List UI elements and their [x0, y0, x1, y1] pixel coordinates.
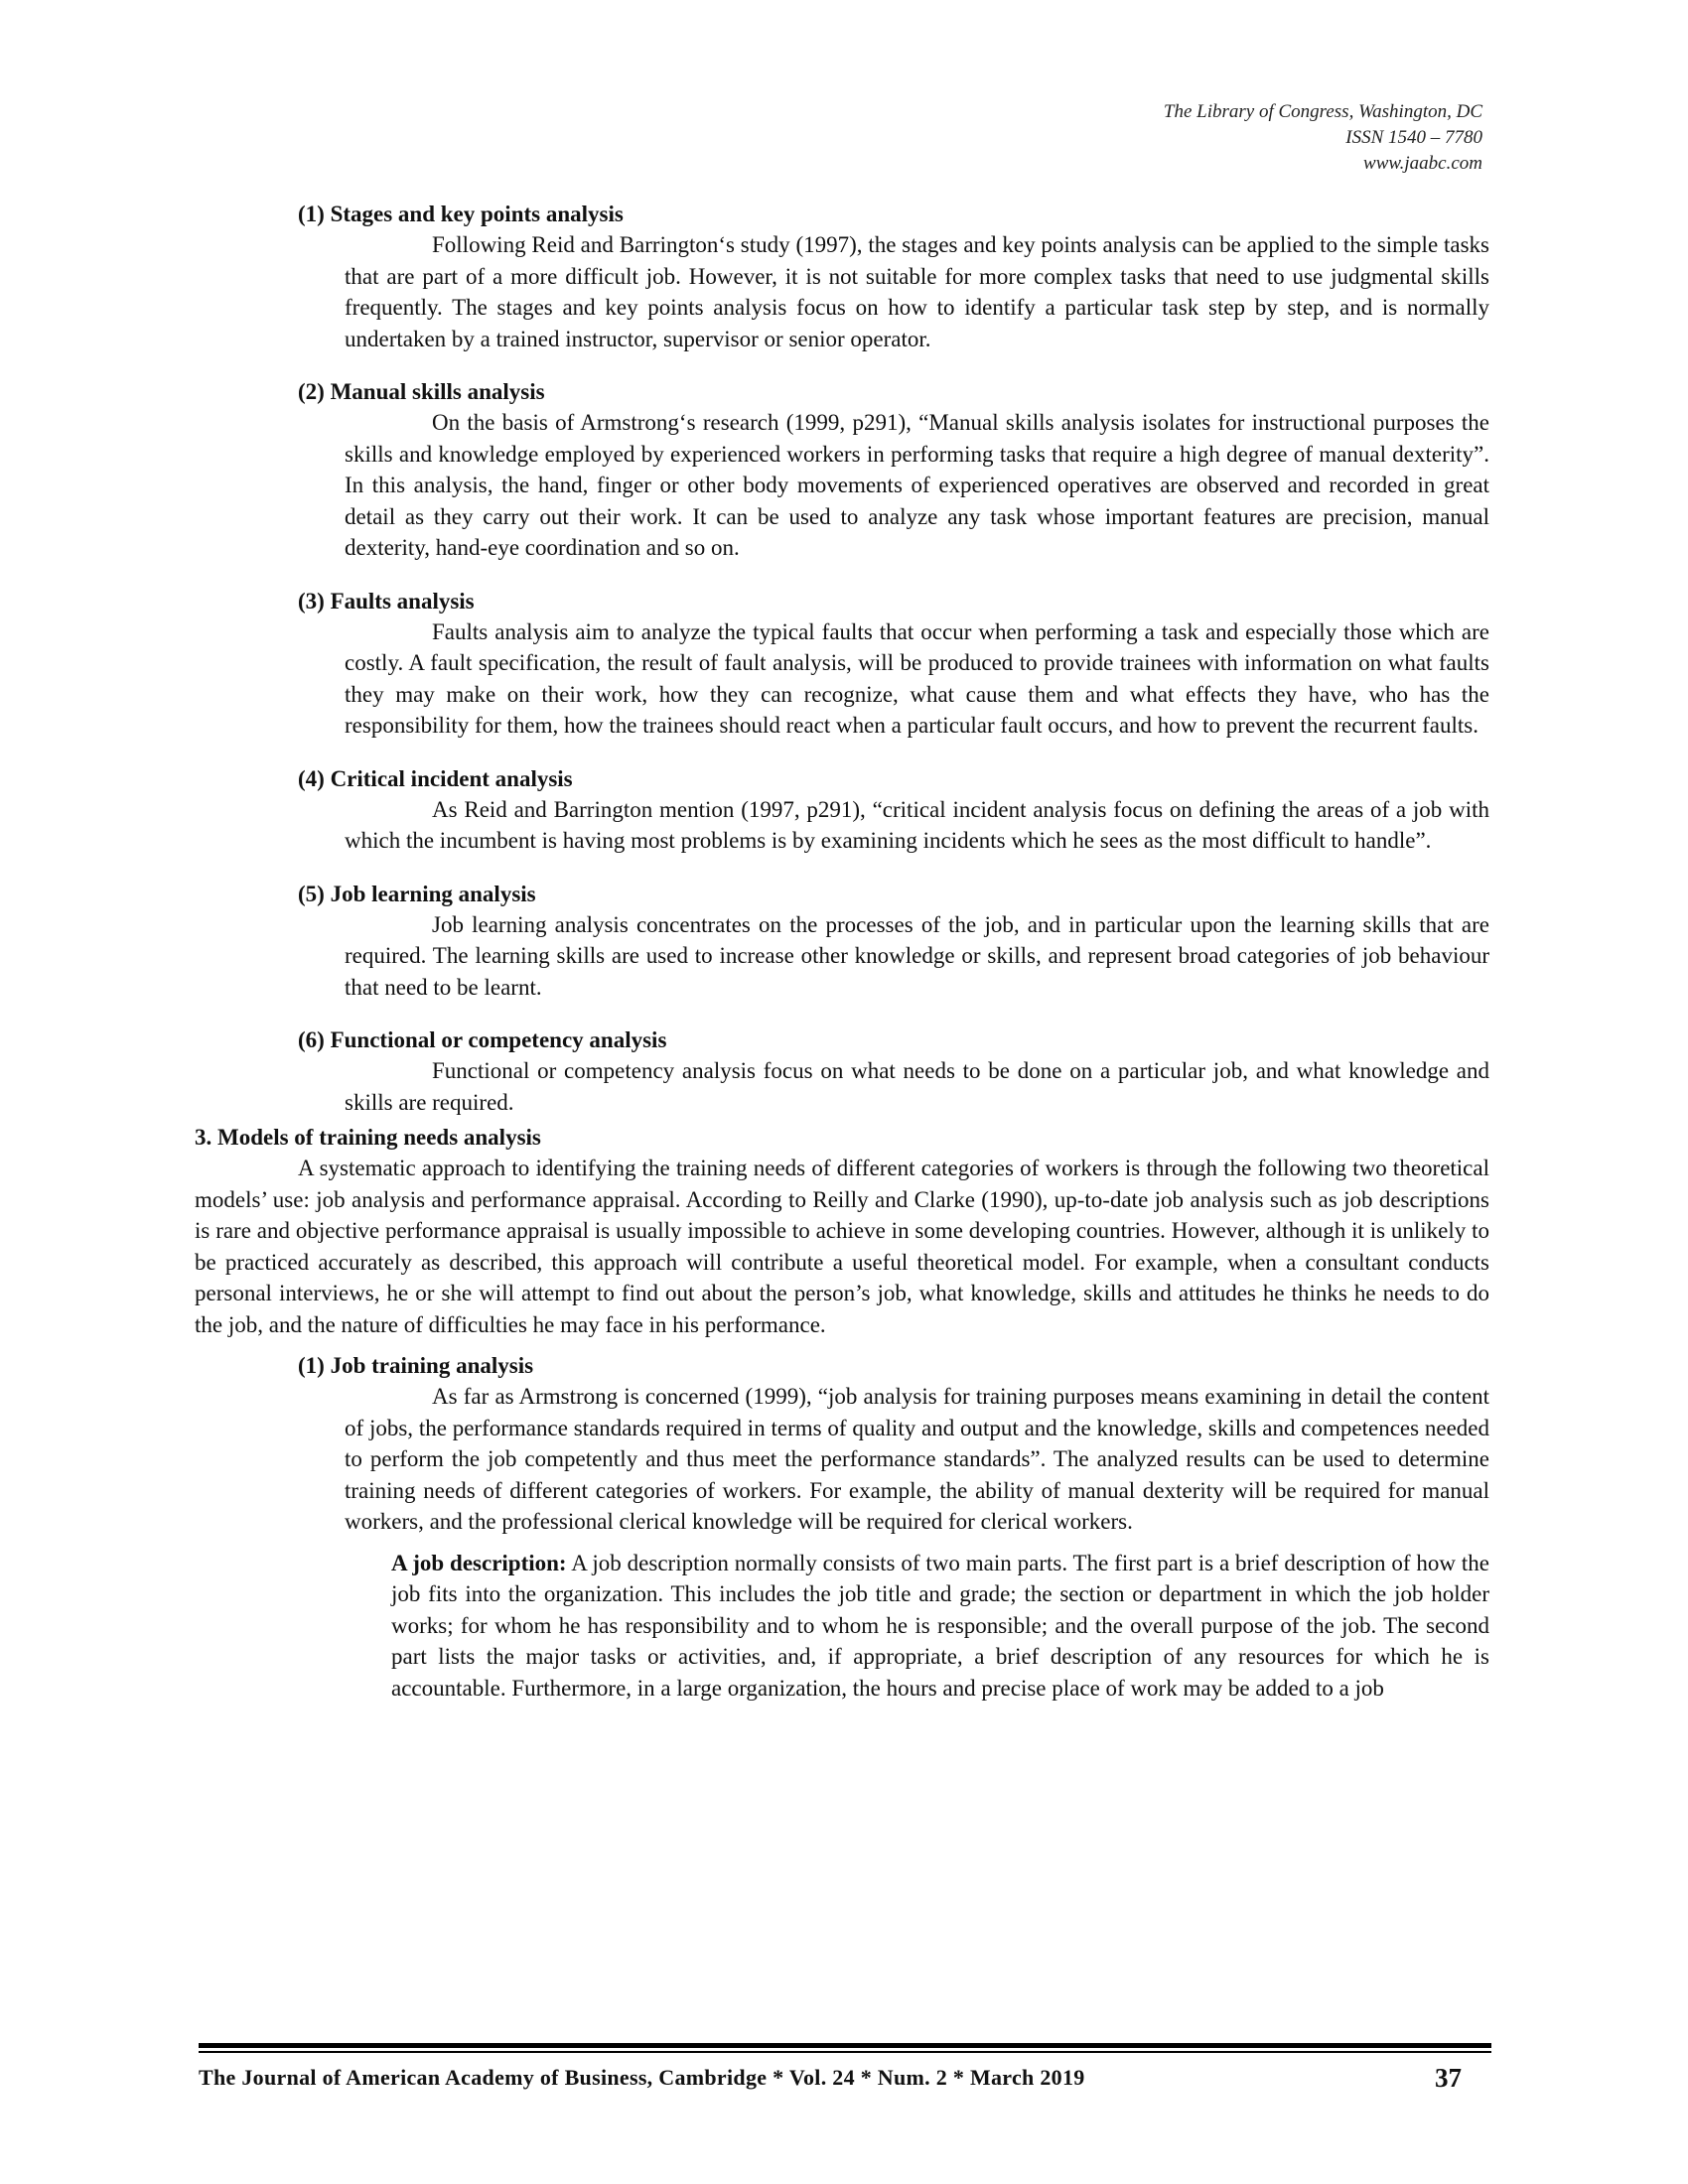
subsection-heading: (2) Manual skills analysis: [298, 379, 545, 404]
subsection-paragraph: Job learning analysis concentrates on the processes of the job, and in particular upon the learning skills that are required. The learning skills are used to increase other knowledge or skills, and represent broad categories of job behaviour that need to be learnt.: [345, 911, 1489, 1000]
subsection-paragraph: As Reid and Barrington mention (1997, p291), “critical incident analysis focus on defining the areas of a job with which the incumbent is having most problems is by examining incidents which he sees as the most difficult to handle”.: [345, 796, 1489, 853]
section-heading: 3. Models of training needs analysis: [195, 1125, 541, 1150]
subsection-functional-competency: [195, 1024, 1489, 1118]
header-issn: ISSN 1540 – 7780: [1345, 127, 1482, 148]
subsection-stages-key-points: [195, 199, 1489, 354]
header-website: www.jaabc.com: [1363, 153, 1482, 174]
subsection-heading: (5) Job learning analysis: [298, 881, 536, 906]
subsection-heading: (4) Critical incident analysis: [298, 765, 573, 791]
footer-journal-info: The Journal of American Academy of Business, Cambridge * Vol. 24 * Num. 2 * March 2019: [199, 2065, 1085, 2090]
subsection-paragraph: As far as Armstrong is concerned (1999), “job analysis for training purposes means examining in detail the content of jobs, the performance standards required in terms of quality and output and the knowledge, skills and competences needed to perform the job competently and thus meet the performance standards”. The analyzed results can be used to determine training needs of different categories of workers. For example, the ability of manual dexterity will be required for manual workers, and the professional clerical knowledge will be required for clerical workers.: [345, 1384, 1489, 1534]
page-footer: [199, 2063, 1491, 2103]
subsection-paragraph: On the basis of Armstrong‘s research (1999, p291), “Manual skills analysis isolates for instructional purposes the skills and knowledge employed by experienced workers in performing tasks that require a high degree of manual dexterity”. In this analysis, the hand, finger or other body movements of experienced operatives are observed and recorded in great detail as they carry out their work. It can be used to analyze any task whose important features are precision, manual dexterity, hand-eye coordination and so on.: [345, 410, 1489, 560]
subsection-paragraph: Following Reid and Barrington‘s study (1997), the stages and key points analysis can be applied to the simple tasks that are part of a more difficult job. However, it is not suitable for more complex tasks that need to use judgmental skills frequently. The stages and key points analysis focus on how to identify a particular task step by step, and is normally undertaken by a trained instructor, supervisor or senior operator.: [345, 232, 1489, 351]
footer-rule: [199, 2051, 1491, 2053]
subsection-heading: (3) Faults analysis: [298, 588, 475, 614]
page-header: [1164, 99, 1482, 177]
header-library: The Library of Congress, Washington, DC: [1163, 101, 1482, 122]
subsection-heading: (1) Job training analysis: [298, 1353, 534, 1378]
subsection-faults: [195, 586, 1489, 742]
subsection-job-learning: [195, 879, 1489, 1004]
subsection-paragraph: Functional or competency analysis focus on what needs to be done on a particular job, and what knowledge and skills are required.: [345, 1058, 1489, 1115]
subsection-heading: (6) Functional or competency analysis: [298, 1027, 667, 1052]
subsection-manual-skills: [195, 376, 1489, 564]
footer-rule: [199, 2043, 1491, 2048]
section-paragraph: A systematic approach to identifying the training needs of different categories of workers is through the following two theoretical models’ use: job analysis and performance appraisal. According to Reilly and Clarke (1990), up-to-date job analysis such as job descriptions is rare and objective performance appraisal is usually impossible to achieve in some developing countries. However, although it is unlikely to be practiced accurately as described, this approach will contribute a useful theoretical model. For example, when a consultant conducts personal interviews, he or she will attempt to find out about the person’s job, what knowledge, skills and attitudes he thinks he needs to do the job, and the nature of difficulties he may face in his performance.: [195, 1156, 1489, 1337]
subsection-paragraph: Faults analysis aim to analyze the typical faults that occur when performing a task and especially those which are costly. A fault specification, the result of fault analysis, will be produced to provide trainees with information on what faults they may make on their work, how they can recognize, what cause them and what effects they have, who has the responsibility for them, how the trainees should react when a particular fault occurs, and how to prevent the recurrent faults.: [345, 618, 1489, 738]
page-number: 37: [1435, 2063, 1462, 2093]
subsection-heading: (1) Stages and key points analysis: [298, 202, 624, 226]
job-description-paragraph: [391, 1548, 1489, 1705]
term-label: A job description:: [391, 1550, 567, 1575]
term-text: A job description normally consists of two main parts. The first part is a brief description of how the job fits into the organization. This includes the job title and grade; the section or department in which the job holder works; for whom he has responsibility and to whom he is responsible; and the overall purpose of the job. The second part lists the major tasks or activities, and, if appropriate, a brief description of any resources for which he is accountable. Furthermore, in a large organization, the hours and precise place of work may be added to a job: [391, 1550, 1490, 1701]
subsection-critical-incident: [195, 763, 1489, 857]
article-body: [195, 199, 1489, 1704]
subsection-job-training: [195, 1350, 1489, 1538]
